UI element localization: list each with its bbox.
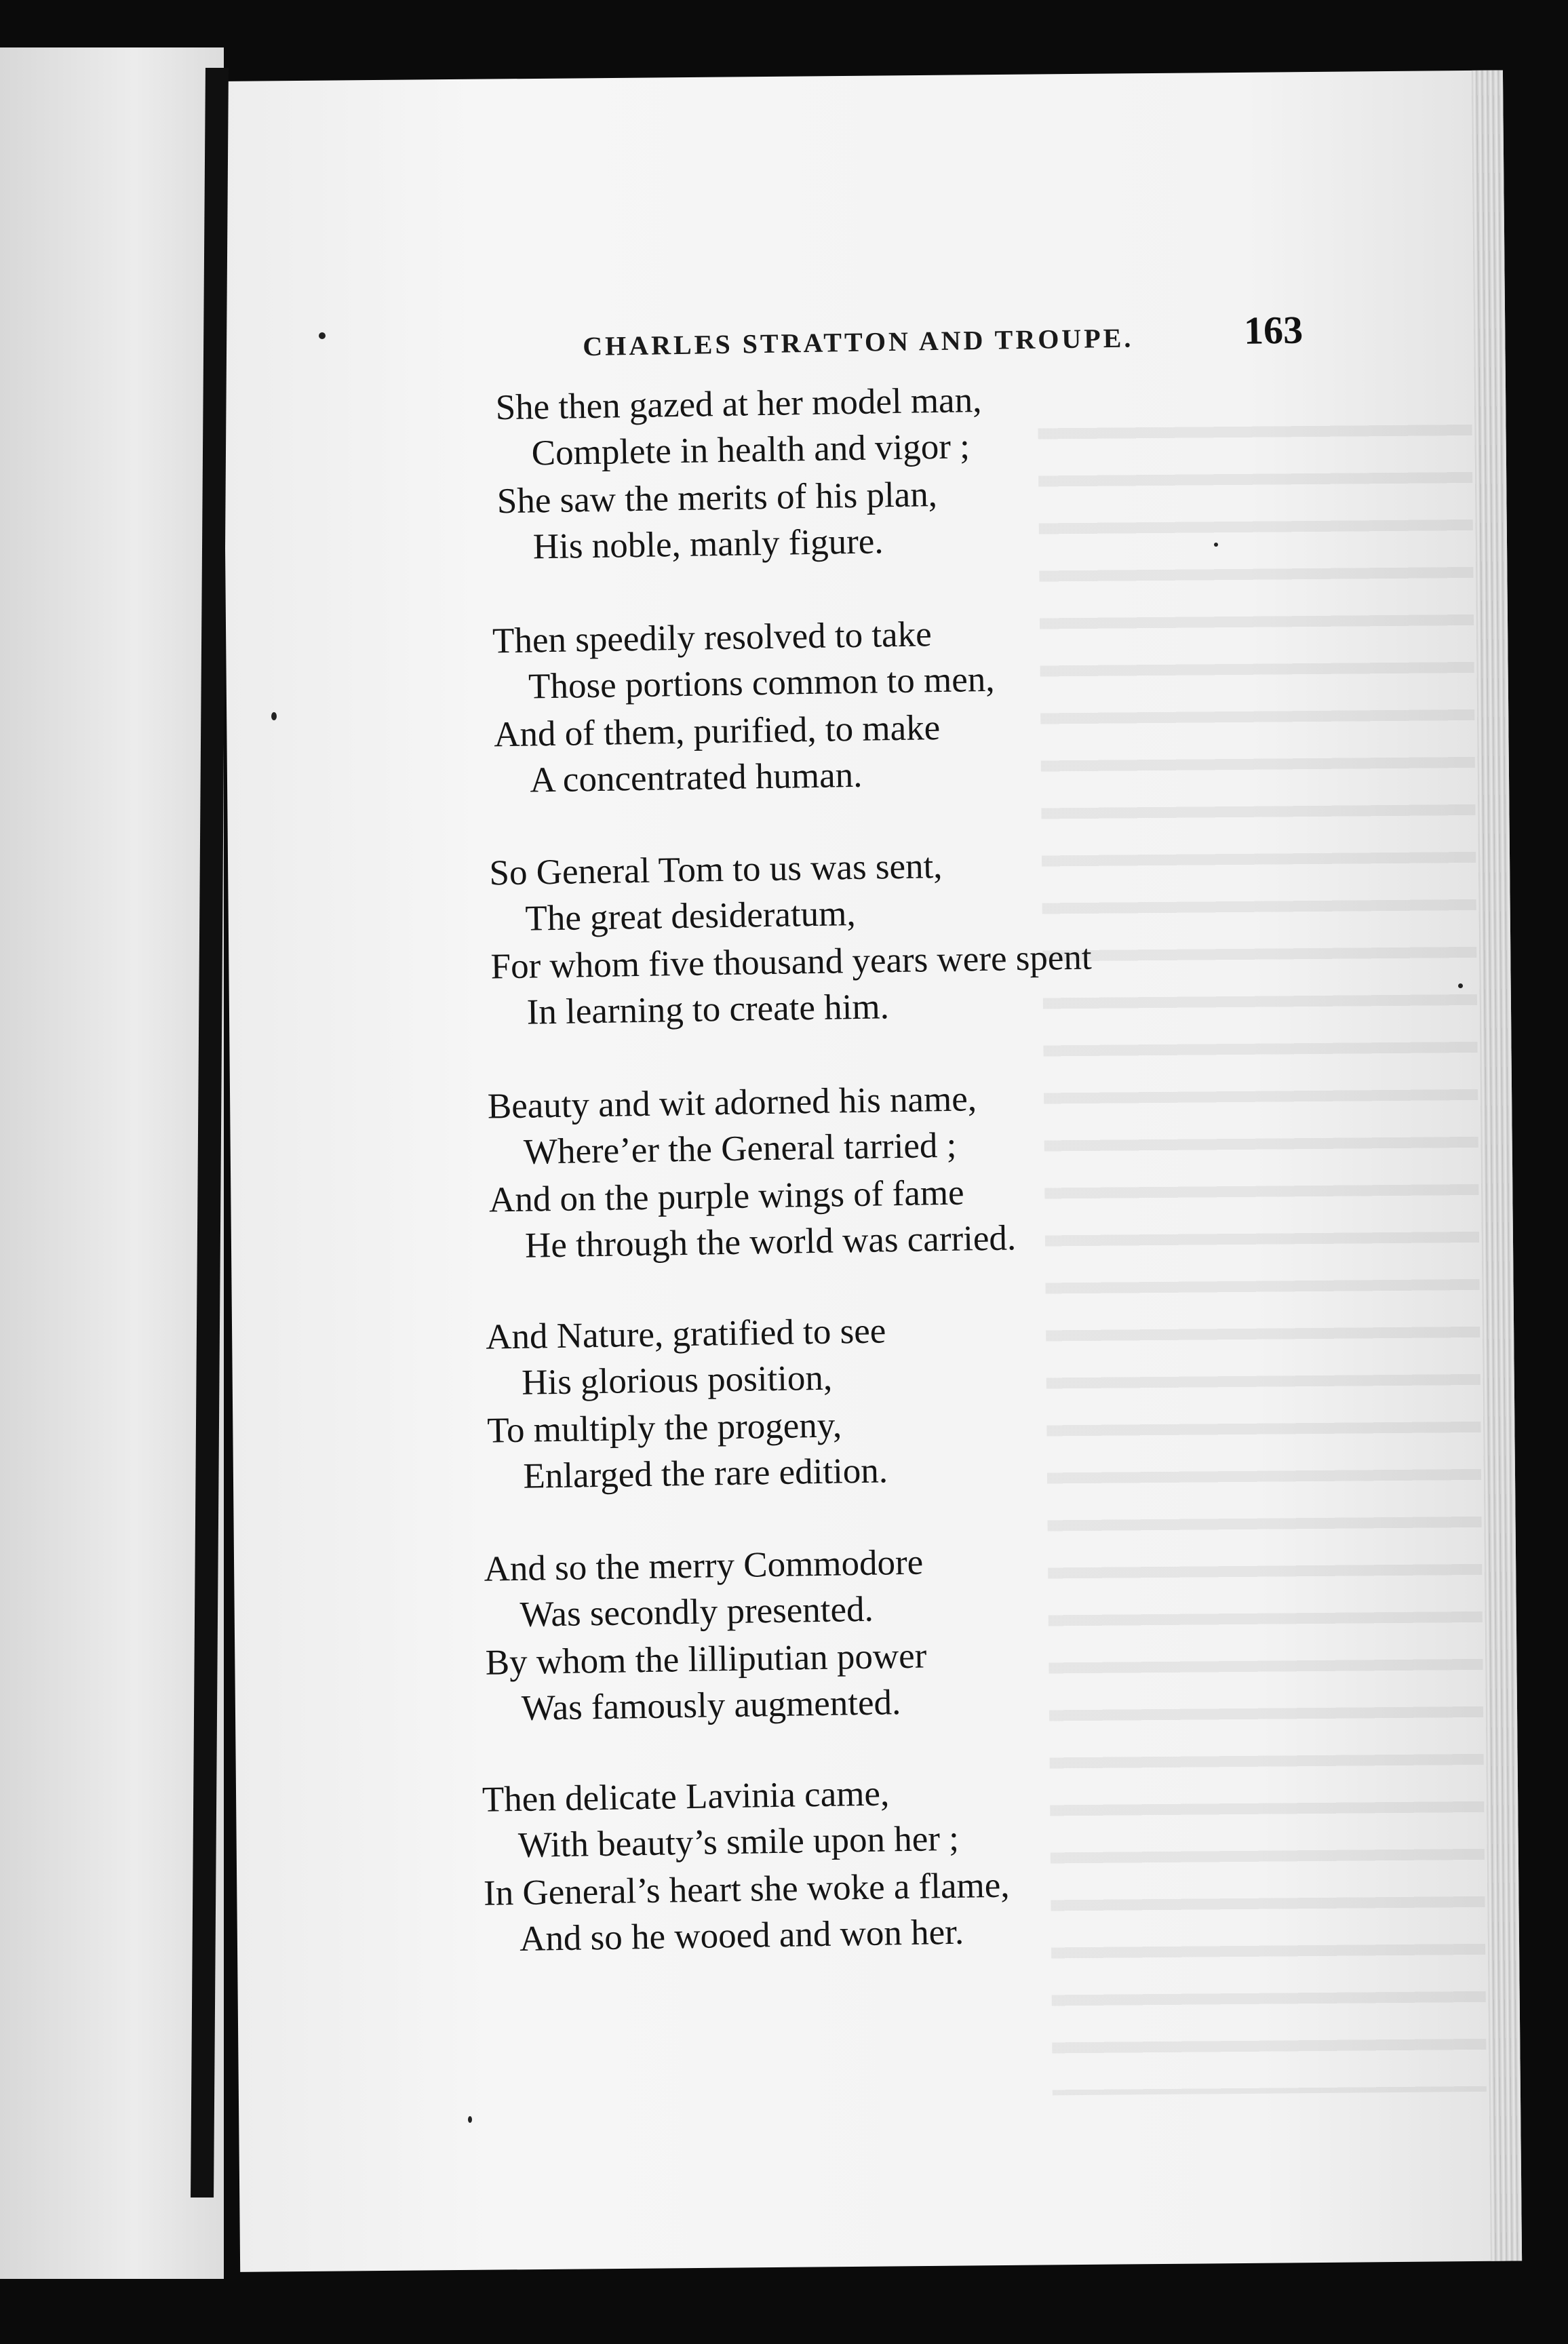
stanza (484, 1537, 1433, 1728)
verse-line: In General’s heart she woke a flame, (483, 1865, 1010, 1913)
verse-line: She then gazed at her model man, (495, 380, 982, 428)
dust-speck (319, 332, 326, 339)
verse-line: She saw the merits of his plan, (496, 475, 938, 522)
verse-line: With beauty’s smile upon her ; (517, 1818, 960, 1865)
verse-line: Then delicate Lavinia came, (482, 1774, 890, 1820)
verse-line: Where’er the General tarried ; (523, 1125, 957, 1172)
stanza (482, 1767, 1432, 1959)
stanza (492, 608, 1442, 800)
dust-speck (271, 712, 277, 720)
verse-line: His glorious position, (521, 1358, 833, 1403)
page-number: 163 (1243, 307, 1304, 353)
verse-line: In learning to create him. (526, 987, 890, 1032)
verse-line: So General Tom to us was sent, (489, 846, 943, 893)
verse-line: Enlarged the rare edition. (522, 1451, 888, 1496)
verse-line: Was famously augmented. (521, 1683, 901, 1728)
verse-line: And so the merry Commodore (484, 1542, 924, 1589)
scan-bottom-border (0, 2279, 1568, 2344)
stanza (489, 840, 1438, 1032)
verse-line: He through the world was carried. (524, 1218, 1017, 1266)
verse-line: Complete in health and vigor ; (531, 427, 971, 473)
running-head: CHARLES STRATTON AND TROUPE. (582, 322, 1134, 362)
dust-speck (468, 2116, 472, 2123)
verse-line: And of them, purified, to make (493, 708, 941, 755)
stanza (487, 1074, 1436, 1266)
verse-line: Then speedily resolved to take (492, 614, 933, 661)
dust-speck (1214, 543, 1218, 547)
verse-line: Was secondly presented. (520, 1589, 874, 1635)
verse-line: And on the purple wings of fame (488, 1173, 965, 1220)
verse-line: Those portions common to men, (528, 659, 995, 707)
verse-line: For whom five thousand years were spent (490, 937, 1093, 987)
stanza (485, 1305, 1435, 1496)
verse-line: A concentrated human. (529, 755, 863, 800)
verse-line: And Nature, gratified to see (485, 1311, 886, 1357)
dust-speck (1458, 983, 1463, 988)
verse-line: By whom the lilliputian power (485, 1636, 927, 1683)
page-header (357, 233, 1322, 362)
stanza (495, 375, 1445, 567)
verse-line: Beauty and wit adorned his name, (487, 1079, 977, 1127)
verse-line: His noble, manly figure. (532, 522, 884, 567)
verse-line: And so he wooed and won her. (519, 1912, 964, 1959)
verse-line: To multiply the progeny, (486, 1405, 842, 1451)
verse-line: The great desideratum, (525, 893, 857, 939)
